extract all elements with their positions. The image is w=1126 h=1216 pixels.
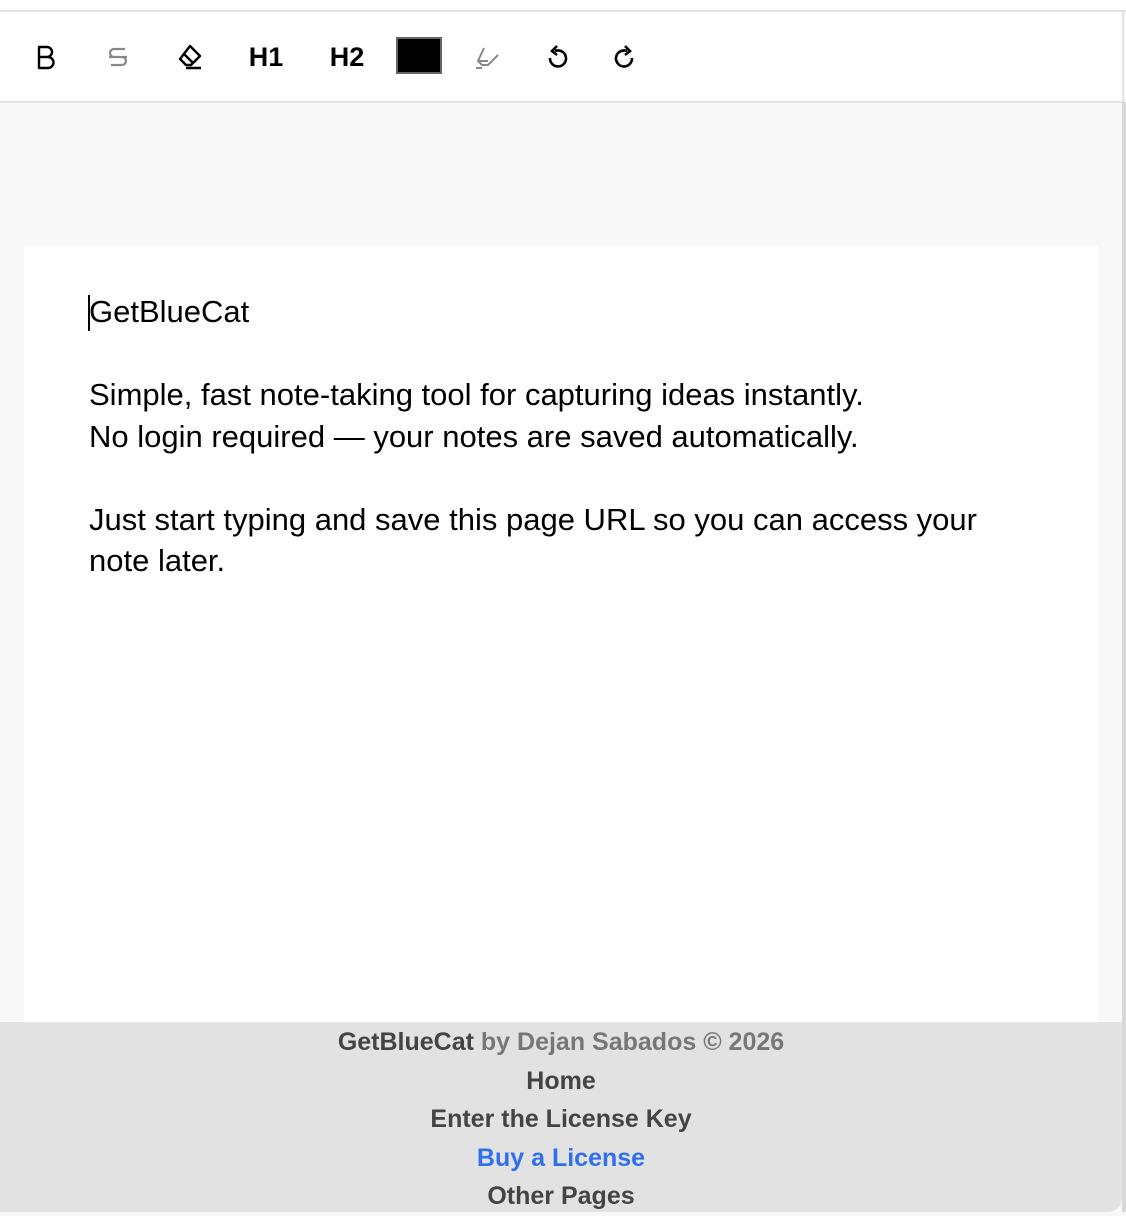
strikethrough-icon: [106, 44, 130, 70]
note-line: Simple, fast note-taking tool for capturing ideas instantly.: [89, 377, 864, 412]
strikethrough-button[interactable]: [100, 34, 136, 80]
redo-button[interactable]: [606, 34, 642, 80]
note-line: No login required — your notes are saved automatically.: [89, 418, 859, 454]
footer-link-other-pages[interactable]: Other Pages: [487, 1182, 635, 1210]
window-edge: [1122, 102, 1126, 1212]
bold-icon: [35, 44, 57, 70]
undo-button[interactable]: [540, 34, 576, 80]
note-line: Just start typing and save this page URL so you can access your note later.: [89, 501, 977, 578]
clear-format-button[interactable]: [172, 34, 208, 80]
highlighter-icon: [474, 44, 502, 70]
footer-brand: GetBlueCat: [337, 1028, 474, 1056]
highlight-button[interactable]: [470, 34, 506, 80]
window-top-strip: [0, 0, 1126, 12]
redo-icon: [612, 43, 636, 71]
note-editor[interactable]: [24, 246, 1098, 1022]
eraser-icon: [176, 43, 204, 71]
footer-link-home[interactable]: Home: [526, 1066, 596, 1095]
footer: [0, 1022, 1122, 1212]
footer-credit: by Dejan Sabados © 2026: [473, 1028, 785, 1056]
formatting-toolbar: [0, 12, 1124, 103]
text-color-swatch[interactable]: [396, 37, 442, 74]
note-title: GetBlueCat: [89, 294, 250, 329]
footer-link-buy-license[interactable]: Buy a License: [476, 1143, 646, 1172]
heading2-button[interactable]: H2: [329, 41, 365, 72]
heading1-button[interactable]: H1: [248, 41, 284, 72]
bold-button[interactable]: [28, 34, 64, 80]
undo-icon: [546, 43, 570, 71]
footer-link-enter-license[interactable]: Enter the License Key: [430, 1105, 692, 1133]
